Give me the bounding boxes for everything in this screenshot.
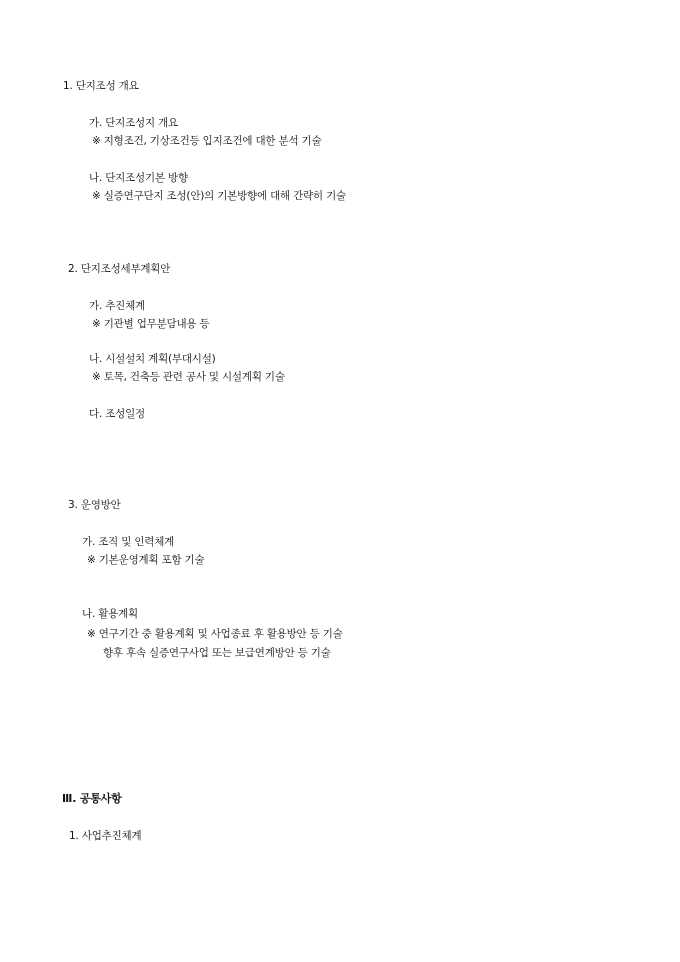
section2-c-title: 다. 조성일정: [89, 408, 145, 420]
section3-b-note1: ※ 연구기간 중 활용계획 및 사업종료 후 활용방안 등 기술: [87, 628, 343, 640]
section2-b-note: ※ 토목, 건축등 관련 공사 및 시설계획 기술: [92, 371, 285, 383]
section2-b-title: 나. 시설설치 계획(부대시설): [89, 353, 216, 365]
part3-item1: 1. 사업추진체계: [69, 830, 142, 842]
section1-b-title: 나. 단지조성기본 방향: [89, 172, 188, 184]
section3-a-note: ※ 기본운영계획 포함 기술: [87, 554, 205, 566]
section1-b-note: ※ 실증연구단지 조성(안)의 기본방향에 대해 간략히 기술: [92, 190, 346, 202]
section1-a-title: 가. 단지조성지 개요: [89, 117, 178, 129]
section1-a-note: ※ 지형조건, 기상조건등 입지조건에 대한 분석 기술: [92, 135, 322, 147]
section2-heading: 2. 단지조성세부계획안: [68, 263, 171, 275]
section1-heading: 1. 단지조성 개요: [63, 80, 139, 92]
section3-b-title: 나. 활용계획: [82, 608, 138, 620]
section3-heading: 3. 운영방안: [68, 499, 121, 511]
part3-heading: Ⅲ. 공통사항: [62, 792, 122, 805]
section3-a-title: 가. 조직 및 인력체계: [82, 536, 175, 548]
section2-a-note: ※ 기관별 업무분담내용 등: [92, 318, 210, 330]
section3-b-note2: 향후 후속 실증연구사업 또는 보급연계방안 등 기술: [103, 647, 331, 659]
section2-a-title: 가. 추진체계: [89, 300, 145, 312]
